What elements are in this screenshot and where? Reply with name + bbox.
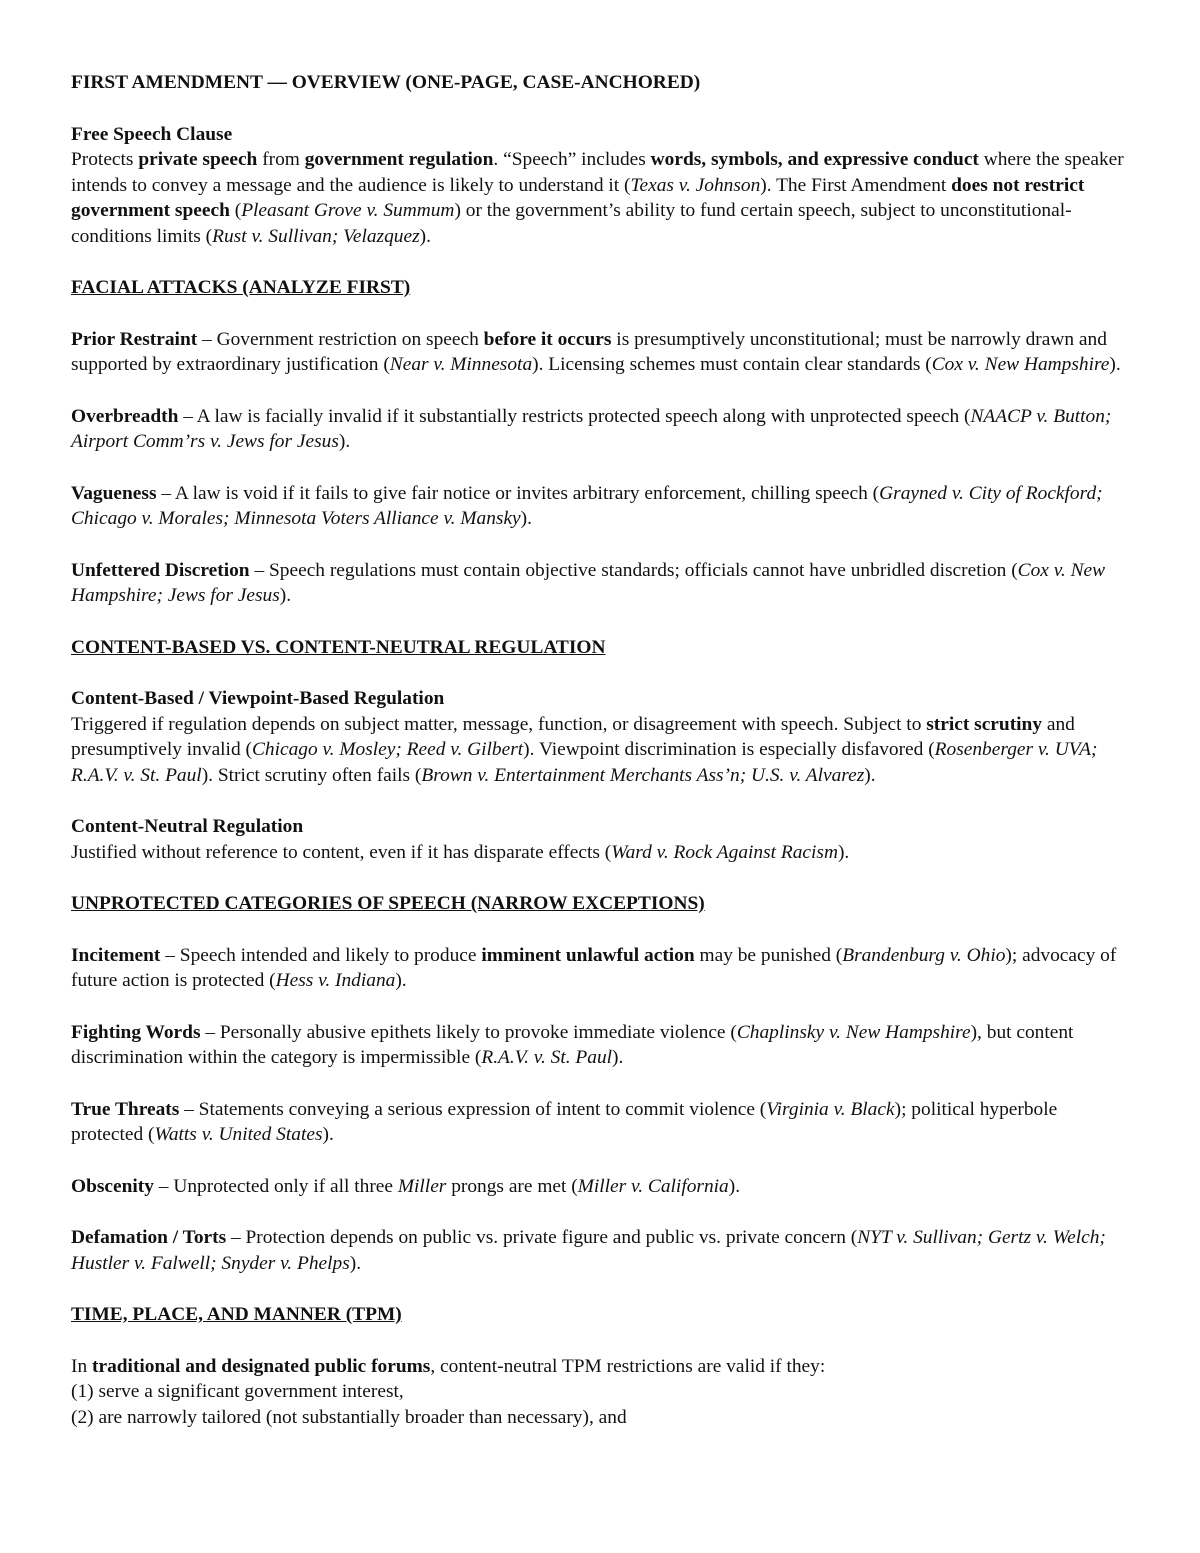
emphasis: strict scrutiny [926,713,1043,735]
term-label: Unfettered Discretion [71,559,250,581]
true-threats-paragraph [71,1097,1130,1148]
text-run: ). [1109,354,1121,375]
case-citation: Ward v. Rock Against Racism [611,841,838,863]
free-speech-paragraph [71,147,1130,249]
case-citation: Texas v. Johnson [630,174,761,196]
overbreadth-paragraph [71,404,1130,455]
text-run: – A law is facially invalid if it substantially restricts protected speech along with unprotected speech ( [178,405,971,427]
text-run: Justified without reference to content, even if it has disparate effects ( [71,841,612,863]
section-heading-facial-attacks: FACIAL ATTACKS (ANALYZE FIRST) [71,277,411,298]
text-run: – Speech regulations must contain objective standards; officials cannot have unbridled discretion ( [249,559,1018,581]
fighting-words-paragraph [71,1020,1130,1071]
text-run: where the speaker intends to convey a message and the audience is likely to understand it ( [71,149,1124,196]
emphasis: does not restrict government speech [71,174,1085,221]
content-based-paragraph [71,712,1130,789]
text-run: ). [837,841,850,863]
section-heading-content-regulation: CONTENT-BASED VS. CONTENT-NEUTRAL REGULATION [71,636,606,658]
obscenity-paragraph [71,1174,1130,1200]
text-run: ). [728,1175,741,1197]
text-run: , content-neutral TPM restrictions are valid if they: [430,1355,826,1377]
term-label: Vagueness [71,482,157,504]
content-neutral-heading: Content-Neutral Regulation [71,816,304,837]
emphasis: imminent unlawful action [481,944,695,966]
free-speech-heading: Free Speech Clause [71,123,233,145]
text-run: ). Viewpoint discrimination is especially disfavored ( [523,739,935,760]
text-run: ). [395,970,407,991]
text-run: – Protection depends on public vs. private figure and public vs. private concern ( [226,1227,858,1248]
text-run: may be punished ( [694,944,843,966]
section-heading-unprotected-categories: UNPROTECTED CATEGORIES OF SPEECH (NARROW EXCEPTIONS) [71,893,705,914]
case-citation: Chaplinsky v. New Hampshire [736,1021,971,1043]
tpm-intro [71,1354,1130,1380]
text-run: from [257,149,305,170]
incitement-paragraph [71,943,1130,994]
term-label: Defamation / Torts [71,1227,227,1248]
prior-restraint-paragraph [71,327,1130,378]
case-citation: Brown v. Entertainment Merchants Ass’n; U.S. v. Alvarez [421,764,865,786]
emphasis: before it occurs [483,328,612,350]
term-label: Incitement [71,944,161,966]
case-citation: Rust v. Sullivan; Velazquez [212,225,420,247]
text-run: prongs are met ( [446,1175,578,1197]
text-run: – Personally abusive epithets likely to provoke immediate violence ( [200,1021,737,1043]
case-citation: Near v. Minnesota [389,354,533,375]
text-run: ). [612,1047,624,1068]
unfettered-discretion-paragraph [71,558,1130,609]
text-run: Protects [71,149,139,170]
text-run: ); advocacy of future action is protected ( [71,944,1117,991]
text-run: In [71,1355,93,1377]
term-label: Fighting Words [71,1021,201,1043]
case-citation: Hess v. Indiana [275,970,396,991]
case-citation: R.A.V. v. St. Paul [481,1047,613,1068]
case-citation: Cox v. New Hampshire; Jews for Jesus [71,559,1106,606]
emphasis: traditional and designated public forums [92,1355,431,1377]
text-run: – Unprotected only if all three [153,1175,398,1197]
content-neutral-block [71,814,1130,865]
free-speech-section [71,122,1130,250]
case-citation: Miller [397,1175,447,1197]
text-run: – Government restriction on speech [197,328,484,350]
text-run: ). [349,1252,362,1274]
case-citation: Chicago v. Mosley; Reed v. Gilbert [251,739,524,760]
case-citation: NYT v. Sullivan; Gertz v. Welch; Hustler v. Falwell; Snyder v. Phelps [71,1227,1106,1274]
case-citation: Rosenberger v. UVA; R.A.V. v. St. Paul [71,739,1098,786]
tpm-list-item: (1) serve a significant government interest, [71,1381,404,1402]
text-run: ). The First Amendment [760,174,952,196]
term-label: Overbreadth [71,405,179,427]
text-run: is presumptively unconstitutional; must be narrowly drawn and supported by extraordinary justification ( [71,328,1107,375]
case-citation: Cox v. New Hampshire [931,354,1110,375]
term-label: Prior Restraint [71,328,198,350]
text-run: ). [864,764,876,786]
case-citation: Grayned v. City of Rockford; Chicago v. Morales; Minnesota Voters Alliance v. Mansky [71,482,1103,529]
case-citation: Watts v. United States [154,1124,323,1145]
term-label: Obscenity [71,1175,154,1197]
emphasis: government regulation [304,149,494,170]
defamation-paragraph [71,1225,1130,1276]
text-run: ) or the government’s ability to fund certain speech, subject to unconstitutional-conditions limits ( [71,200,1072,247]
text-run: ). [279,585,292,606]
text-run: Triggered if regulation depends on subject matter, message, function, or disagreement with speech. Subject to [71,713,927,735]
text-run: ); political hyperbole protected ( [71,1098,1058,1145]
text-run: ). [520,508,532,529]
text-run: ( [229,200,242,221]
term-label: True Threats [71,1098,180,1120]
document-title: FIRST AMENDMENT — OVERVIEW (ONE-PAGE, CASE-ANCHORED) [71,72,701,93]
emphasis: private speech [138,149,258,170]
vagueness-paragraph [71,481,1130,532]
content-neutral-paragraph [71,840,1130,866]
text-run: and presumptively invalid ( [71,713,1075,760]
case-citation: Brandenburg v. Ohio [842,944,1006,966]
tpm-block [71,1354,1130,1431]
text-run: ). [338,431,351,452]
tpm-list-item: (2) are narrowly tailored (not substantially broader than necessary), and [71,1406,627,1428]
content-based-block [71,686,1130,788]
text-run: – Speech intended and likely to produce [160,944,482,966]
section-heading-tpm: TIME, PLACE, AND MANNER (TPM) [71,1304,402,1325]
content-based-heading: Content-Based / Viewpoint-Based Regulation [71,688,445,709]
case-citation: NAACP v. Button; Airport Comm’rs v. Jews for Jesus [71,405,1112,452]
case-citation: Miller v. California [577,1175,729,1197]
case-citation: Pleasant Grove v. Summum [241,200,455,221]
text-run: ). [419,225,431,247]
text-run: ). Licensing schemes must contain clear standards ( [532,354,932,375]
text-run: ), but content discrimination within the category is impermissible ( [71,1021,1074,1068]
emphasis: words, symbols, and expressive conduct [650,149,979,170]
text-run: – A law is void if it fails to give fair notice or invites arbitrary enforcement, chilling speech ( [156,482,880,504]
text-run: – Statements conveying a serious expression of intent to commit violence ( [179,1098,767,1120]
case-citation: Virginia v. Black [766,1098,895,1120]
text-run: ). [322,1124,334,1145]
text-run: . “Speech” includes [493,149,651,170]
text-run: ). Strict scrutiny often fails ( [201,764,422,786]
